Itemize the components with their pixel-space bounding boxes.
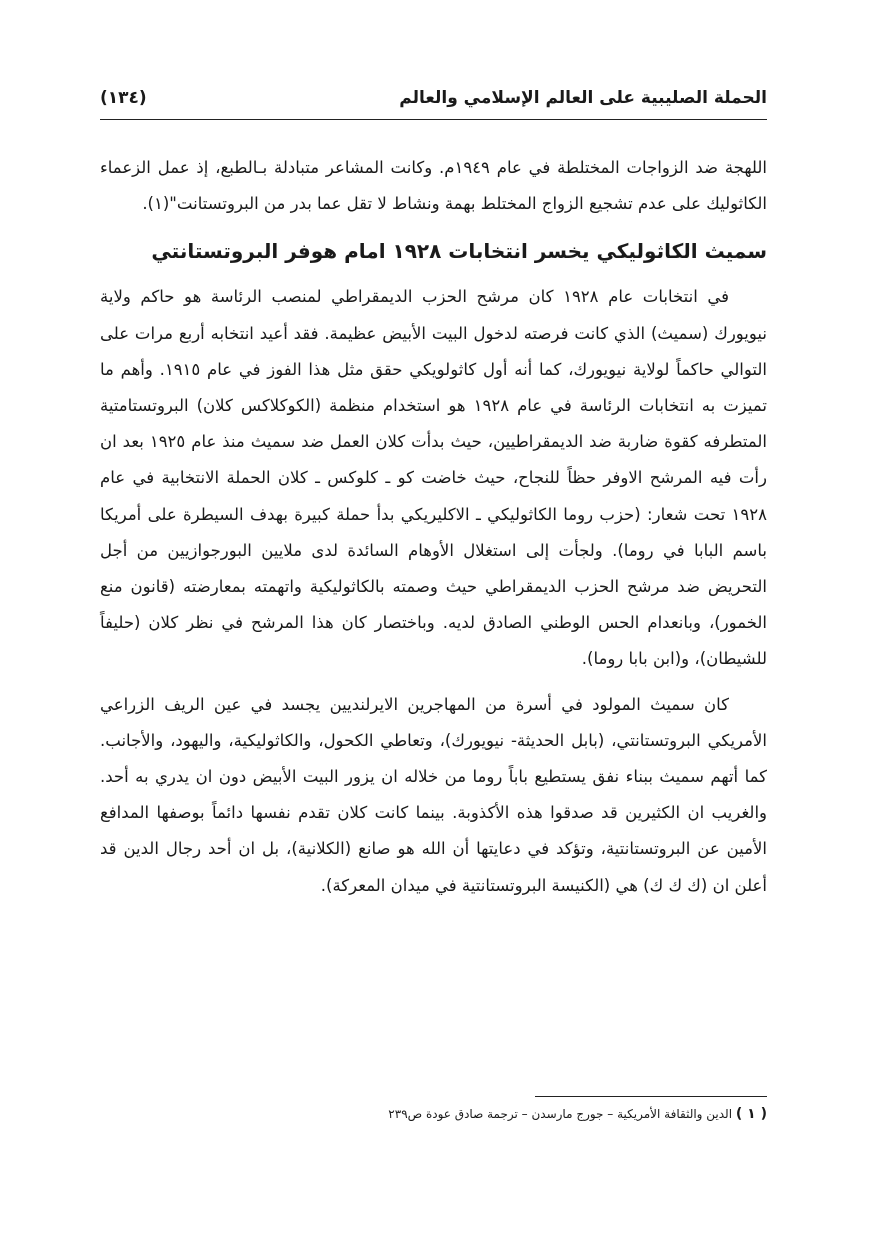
- paragraph-continuation: اللهجة ضد الزواجات المختلطة في عام ١٩٤٩م. وكانت المشاعر متبادلة بـالطبع، إذ عمل الزعماء الكاثوليك على عدم تشجيع الزواج المختلط بهمة ونشاط لا تقل عما بدر من البروتستانت"(١).: [100, 158, 768, 214]
- page-number: (١٣٤): [100, 88, 147, 108]
- paragraph-smith-background: كان سميث المولود في أسرة من المهاجرين الايرلنديين يجسد في عين الريف الزراعي الأمريكي البروتستانتي، (بابل الحديثة- نيويورك)، وتعاطي الكحول، والكاثوليكية، واليهود، والأجانب. كما أتهم سميث ببناء نفق يستطيع باباً روما من خلاله ان يزور البيت الأبيض دون ان يدري به أحد. والغريب ان الكثيرين قد صدقوا هذه الأكذوبة. بينما كانت كلان تقدم نفسها دائماً بوصفها المدافع الأمين عن البروتستانتية، وتؤكد في دعايتها أن الله هو صانع (الكلانية)، بل ان أحد رجال الدين قد أعلن ان (ك ك ك) هي (الكنيسة البروتستانتية في ميدان المعركة).: [100, 694, 767, 895]
- body-text: [100, 150, 767, 904]
- page-header: [100, 84, 767, 120]
- section-heading: سميث الكاثوليكي يخسر انتخابات ١٩٢٨ امام هوفر البروتستانتي: [151, 239, 767, 264]
- footnote-marker: ( ١ ): [735, 1106, 767, 1122]
- footnote: [207, 1106, 767, 1122]
- footnote-text: الدين والثقافة الأمريكية – جورج مارسدن – ترجمة صادق عودة ص٢٣٩: [388, 1107, 733, 1121]
- footnote-divider: [535, 1096, 767, 1097]
- paragraph-election-1928: في انتخابات عام ١٩٢٨ كان مرشح الحزب الديمقراطي لمنصب الرئاسة هو حاكم ولاية نيويورك (سميث) الذي كانت فرصته لدخول البيت الأبيض عظيمة. فقد أعيد انتخابه أربع مرات على التوالي حاكماً لولاية نيويورك، كما أنه أول كاثولويكي حقق مثل هذا الفوز في عام ١٩١٥. وأهم ما تميزت به انتخابات الرئاسة في عام ١٩٢٨ هو استخدام منظمة (الكوكلاكس كلان) البروتستامتية المتطرفه كقوة ضاربة ضد الديمقراطيين، حيث بدأت كلان العمل ضد سميث منذ عام ١٩٢٥ بعد ان رأت فيه المرشح الاوفر حظاً للنجاح، حيث خاضت كو ـ كلوكس ـ كلان الحملة الانتخابية في عام ١٩٢٨ تحت شعار: (حزب روما الكاثوليكي ـ الاكليريكي بدأ حملة كبيرة بهدف السيطرة على أمريكا باسم البابا في روما). ولجأت إلى استغلال الأوهام السائدة لدى ملايين البورجوازيين من أجل التحريض ضد مرشح الحزب الديمقراطي حيث وصمته بالكاثوليكية واتهمته بمعارضته (قانون منع الخمور)، وبانعدام الحس الوطني الصادق لديه. وباختصار كان هذا المرشح في نظر كلان (حليفاً للشيطان)، و(ابن بابا روما).: [100, 287, 768, 669]
- running-title: الحملة الصليبية على العالم الإسلامي والعالم: [399, 88, 767, 108]
